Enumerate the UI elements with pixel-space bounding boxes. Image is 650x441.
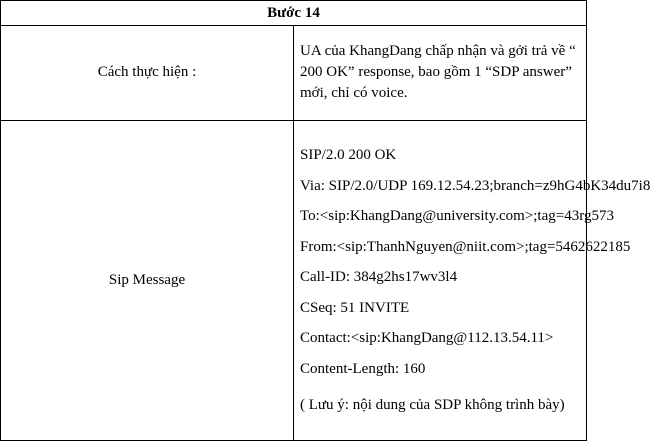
sip-from-header: From:<sip:ThanhNguyen@niit.com>;tag=5462622185 <box>300 238 631 255</box>
description-label <box>1 26 294 120</box>
description-text: UA của KhangDang chấp nhận và gởi trả về “ 200 OK” response, bao gồm 1 “SDP answer” mới, chỉ có voice. <box>300 43 576 102</box>
sip-via-header: Via: SIP/2.0/UDP 169.12.54.23;branch=z9hG4bK34du7i8 <box>300 177 650 194</box>
sip-message-lines <box>300 140 650 384</box>
description-cell <box>294 26 587 120</box>
sip-contact-header: Contact:<sip:KhangDang@112.13.54.11> <box>300 330 554 347</box>
sip-to-header: To:<sip:KhangDang@university.com>;tag=43rg573 <box>300 208 614 225</box>
sdp-note: ( Lưu ý: nội dung của SDP không trình bày) <box>300 397 565 414</box>
sip-call-id-header: Call-ID: 384g2hs17wv3l4 <box>300 269 458 286</box>
sip-content-length-header: Content-Length: 160 <box>300 360 426 377</box>
header-row <box>1 1 587 26</box>
description-label-text: Cách thực hiện : <box>97 64 197 81</box>
step-title: Bước 14 <box>1 1 587 26</box>
sip-status-line: SIP/2.0 200 OK <box>300 147 397 164</box>
sip-message-cell <box>294 120 650 440</box>
sip-cseq-header: CSeq: 51 INVITE <box>300 299 410 316</box>
sip-message-label: Sip Message <box>1 120 294 440</box>
description-row <box>1 26 587 120</box>
sip-message-row <box>1 120 587 440</box>
